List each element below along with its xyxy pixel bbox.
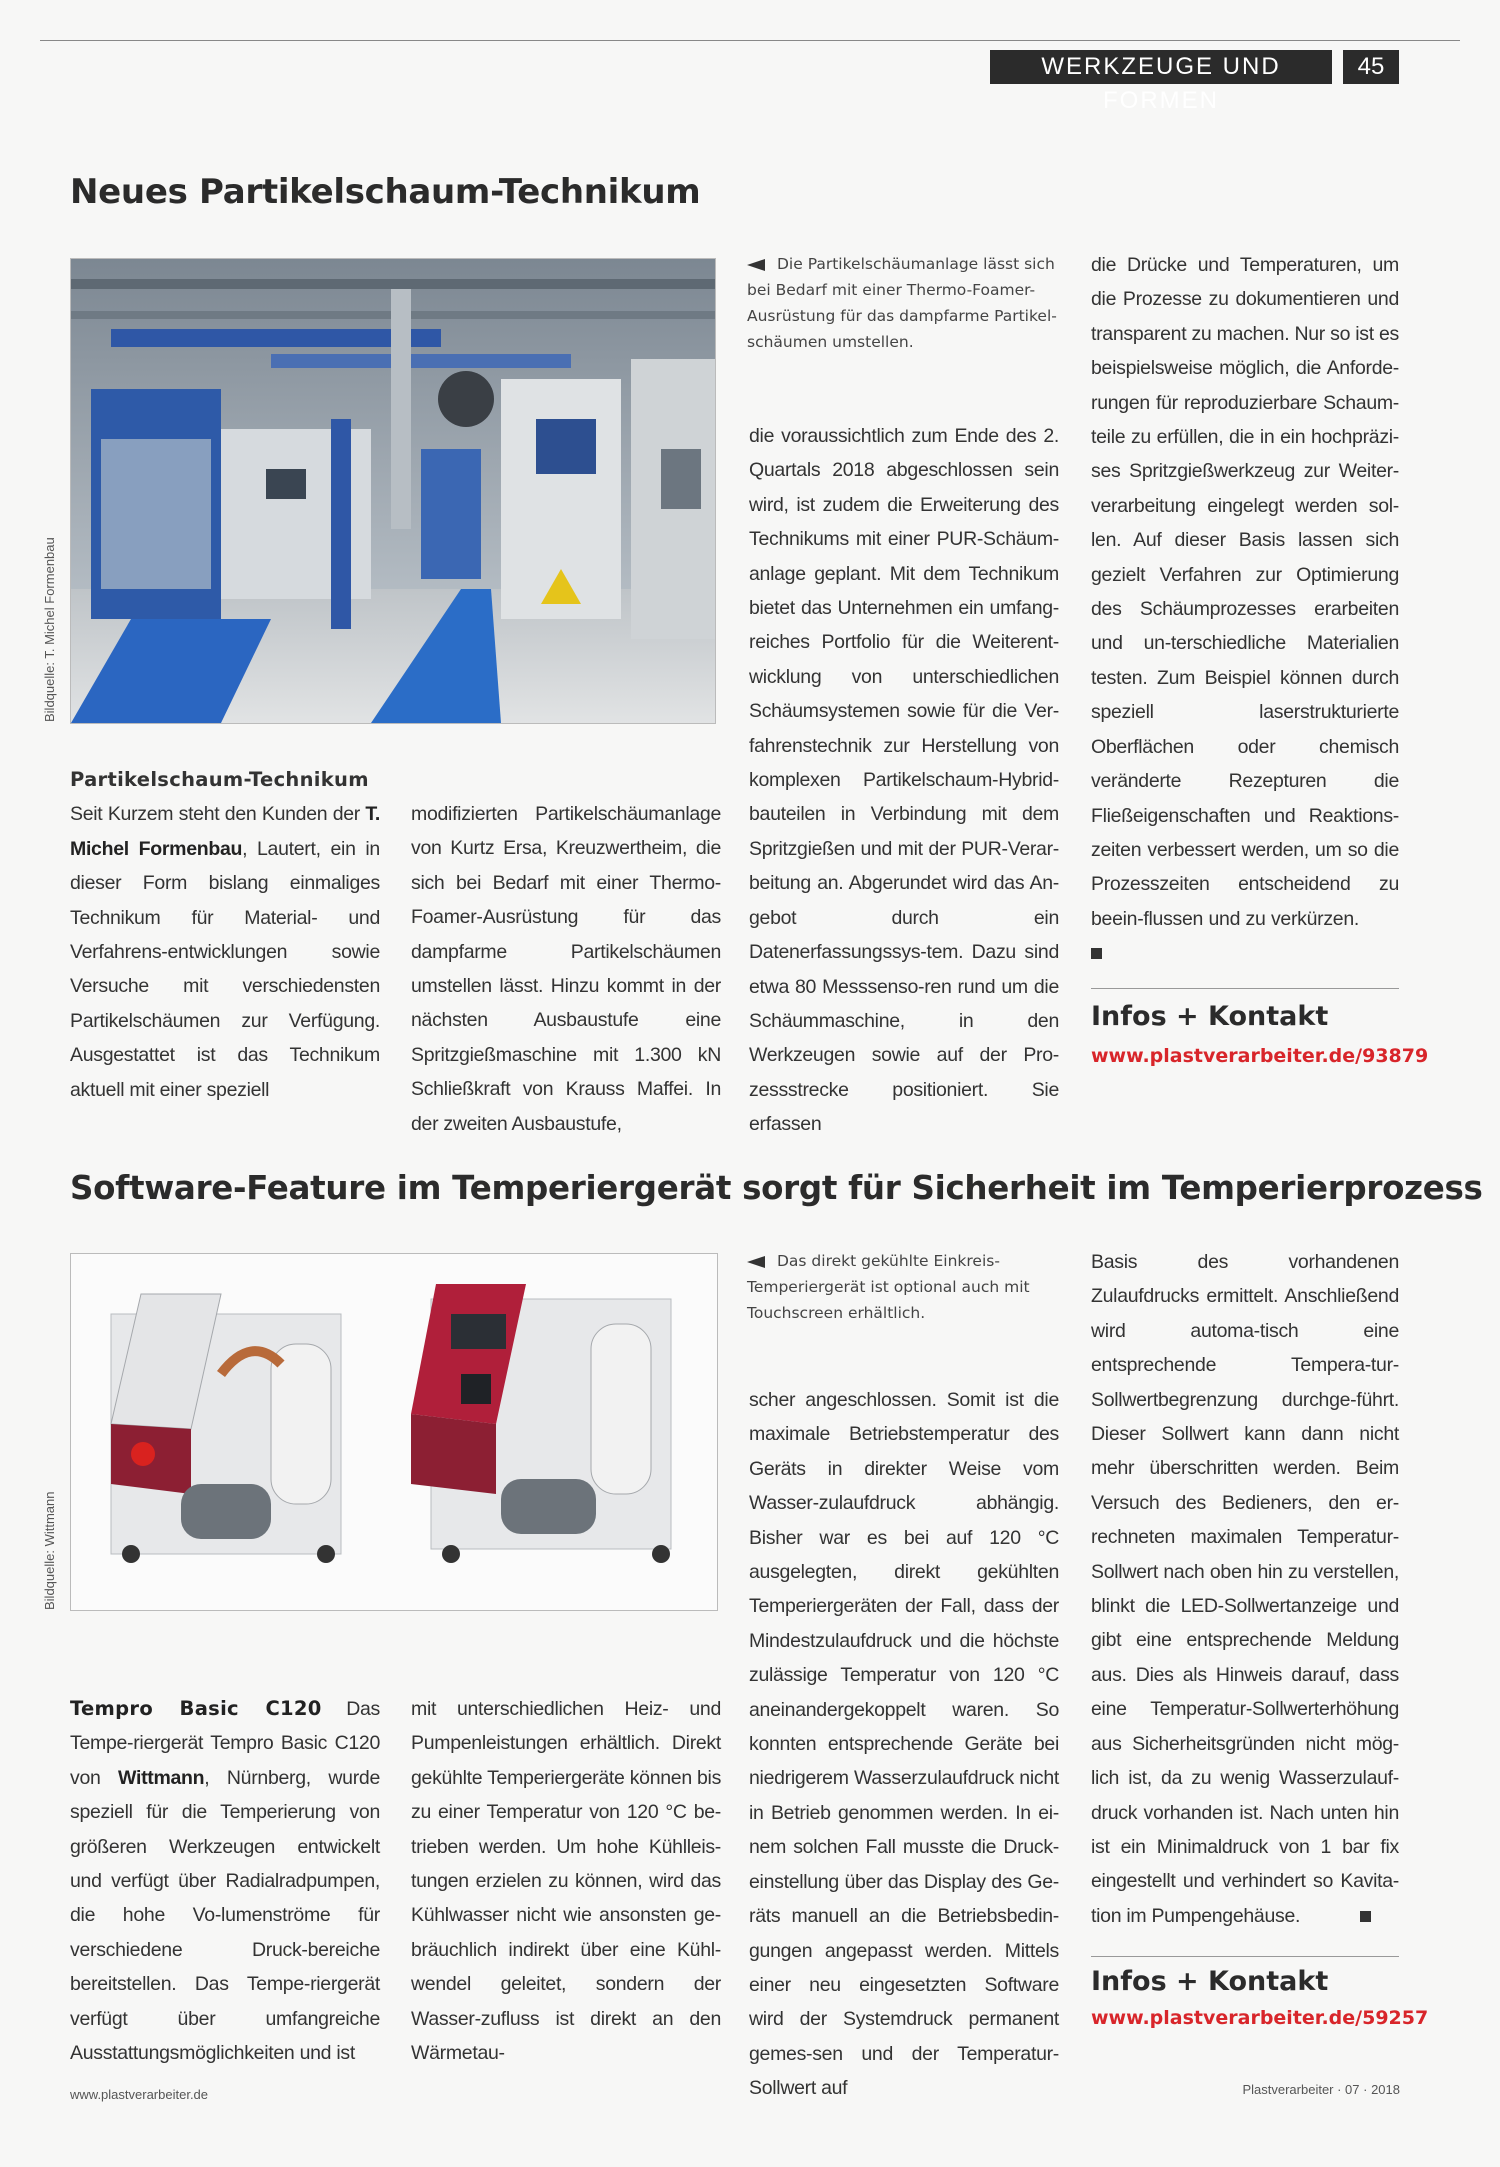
article2-col3: scher angeschlossen. Somit ist die maximale Betriebstemperatur des Geräts in direkter Weise vom Wasser-zulaufdruck abhängig. Bisher war es bei auf 120 °C ausgelegten, direkt gekühlten Temperiergeräten der Fall, dass der Mindestzulaufdruck und die höchste zulässige Temperatur von 120 °C aneinandergekoppelt waren. So konnten entsprechende Geräte bei niedrigerem Wasserzulaufdruck nicht in Betrieb genommen werden. In ei-nem solchen Fall musste die Druck-einstellung über das Display des Ge-räts manuell an die Betriebsbedin-gungen angepasst werden. Mittels einer neu eingesetzten Software wird der Systemdruck permanent gemes-sen und der Temperatur-Sollwert auf <box>749 1389 1059 2100</box>
temperature-control-units-illustration <box>71 1254 717 1610</box>
article2-info-rule <box>1091 1956 1399 1957</box>
article2-col4-text: Basis des vorhandenen Zulaufdrucks ermittelt. Anschließend wird automa-tisch eine entsprechende Tempera-tur-Sollwertbegrenzung durchge-führt. Dieser Sollwert kann dann nicht mehr überschritten werden. Beim Versuch des Bedieners, den er-rechneten maximalen Temperatur-Sollwert nach oben hin zu verstellen, blinkt die LED-Sollwertanzeige und gibt eine entsprechende Meldung aus. Dies als Hinweis darauf, dass eine Temperatur-Sollwerterhöhung aus Sicherheitsgründen nicht mög-lich ist, da zu wenig Wasserzulauf-druck vorhanden ist. Nach unten hin ist ein Minimaldruck von 1 bar fix eingestellt und verhindert so Kavita-tion im Pumpengehäuse. <box>1091 1251 1399 1927</box>
article2-photo-credit: Bildquelle: Wittmann <box>42 1491 57 1610</box>
factory-hall-illustration <box>71 259 715 723</box>
article1-col3: die voraussichtlich zum Ende des 2. Quartals 2018 abgeschlossen sein wird, ist zudem die Erweiterung des Technikums mit einer PUR-Schäum-anlage geplant. Mit dem Technikum bietet das Unternehmen ein umfang-reiches Portfolio für die Weiterent-wicklung von unterschiedlichen Schäumsystemen sowie für die Ver-fahrenstechnik zur Herstellung von komplexen Partikelschaum-Hybrid-bauteilen in Verbindung mit dem Spritzgießen und mit der PUR-Verar-beitung an. Abgerundet wird das An-gebot durch ein Datenerfassungssys-tem. Dazu sind etwa 80 Messsenso-ren rund um die Schäummaschine, in den Werkzeugen sowie auf der Pro-zessstrecke positioniert. Sie erfassen <box>749 425 1059 1136</box>
section-label: WERKZEUGE UND FORMEN <box>990 50 1332 84</box>
article1-col4-text: die Drücke und Temperaturen, um die Prozesse zu dokumentieren und transparent zu machen. Nur so ist es beispielsweise möglich, die Anforde-rungen für reproduzierbare Schaum-teile zu erfüllen, die in ein hochpräzi-ses Spritzgießwerkzeug zur Weiter-verarbeitung eingelegt werden sol-len. Auf dieser Basis lassen sich gezielt Verfahren zur Optimierung des Schäumprozesses erarbeiten und un-terschiedliche Materialien testen. Zum Beispiel können durch speziell laserstrukturierte Oberflächen oder chemisch veränderte Rezepturen die Fließeigenschaften und Reaktions-zeiten verbessert werden, um so die Prozesszeiten entscheidend zu beein-flussen und zu verkürzen. <box>1091 254 1399 930</box>
article1-title: Neues Partikelschaum-Technikum <box>70 172 701 212</box>
caption-arrow-icon <box>747 1256 765 1268</box>
article2-col4 <box>1091 1245 1399 1933</box>
end-of-article-mark <box>1091 948 1102 959</box>
article2-info-link[interactable]: www.plastverarbeiter.de/59257 <box>1091 2007 1429 2029</box>
article1-info-title: Infos + Kontakt <box>1091 1001 1329 1032</box>
article1-col2: modifizierten Partikelschäumanlage von Kurtz Ersa, Kreuzwertheim, die sich bei Bedarf mit einer Thermo-Foamer-Ausrüstung für das dampfarme Partikelschäumen umstellen lässt. Hinzu kommt in der nächsten Ausbaustufe eine Spritzgießmaschine mit 1.300 kN Schließkraft von Krauss Maffei. In der zweiten Ausbaustufe, <box>411 803 721 1135</box>
article2-photo <box>70 1253 718 1611</box>
footer-issue: Plastverarbeiter · 07 · 2018 <box>1242 2082 1400 2097</box>
article2-col1-text-a: Das Tempe-riergerät Tempro Basic C120 von <box>70 1698 380 1789</box>
article2-company: Wittmann <box>118 1766 205 1789</box>
article1-company: T. Michel Formenbau <box>70 803 380 860</box>
article2-caption-text: Das direkt gekühlte Einkreis-Temperiergerät ist optional auch mit Touchscreen erhältlich. <box>747 1252 1030 1322</box>
article1-info-link[interactable]: www.plastverarbeiter.de/93879 <box>1091 1045 1429 1067</box>
article1-caption-text: Die Partikelschäumanlage lässt sich bei Bedarf mit einer Thermo-Foamer-Ausrüstung für das dampfarme Partikel-schäumen umstellen. <box>747 255 1057 351</box>
footer-website: www.plastverarbeiter.de <box>70 2087 209 2102</box>
caption-arrow-icon <box>747 259 765 271</box>
article2-lead-heading: Tempro Basic C120 <box>70 1697 322 1720</box>
article1-caption <box>747 251 1067 355</box>
article1-col1-text-b: , Lautert, ein in dieser Form bislang einmaliges Technikum für Material- und Verfahrens-entwicklungen sowie Versuche mit verschiedensten Partikelschäumen zur Verfügung. Ausgestattet ist das Technikum aktuell mit einer speziell <box>70 837 380 1101</box>
article1-lead-heading: Partikelschaum-Technikum <box>70 768 369 791</box>
article1-photo <box>70 258 716 724</box>
article2-col1 <box>70 1692 380 2070</box>
article2-caption <box>747 1248 1067 1326</box>
article2-col2: mit unterschiedlichen Heiz- und Pumpenleistungen erhältlich. Direkt gekühlte Temperiergeräte können bis zu einer Temperatur von 120 °C be-trieben werden. Um hohe Kühlleis-tungen erzielen zu können, wird das Kühlwasser nicht wie ansonsten ge-bräuchlich indirekt über eine Kühl-wendel geleitet, sondern der Wasser-zufluss ist direkt an den Wärmetau- <box>411 1698 722 2065</box>
article2-col1-text-b: , Nürnberg, wurde speziell für die Temperierung von größeren Werkzeugen entwickelt und verfügt über Radialradpumpen, die hohe Vo-lumenströme für verschiedene Druck-bereiche bereitstellen. Das Tempe-riergerät verfügt über umfangreiche Ausstattungsmöglichkeiten und ist <box>70 1766 380 2065</box>
article1-col1 <box>70 763 380 1107</box>
article2-info-title: Infos + Kontakt <box>1091 1966 1329 1997</box>
article1-photo-credit: Bildquelle: T. Michel Formenbau <box>42 537 57 722</box>
article1-col1-text-a: Seit Kurzem steht den Kunden der <box>70 803 366 826</box>
top-rule <box>40 40 1460 41</box>
page-number: 45 <box>1343 50 1399 84</box>
article1-col4 <box>1091 248 1399 971</box>
end-of-article-mark <box>1360 1911 1371 1922</box>
article1-info-rule <box>1091 988 1399 989</box>
article2-title: Software-Feature im Temperiergerät sorgt für Sicherheit im Temperierprozess <box>70 1169 1483 1207</box>
